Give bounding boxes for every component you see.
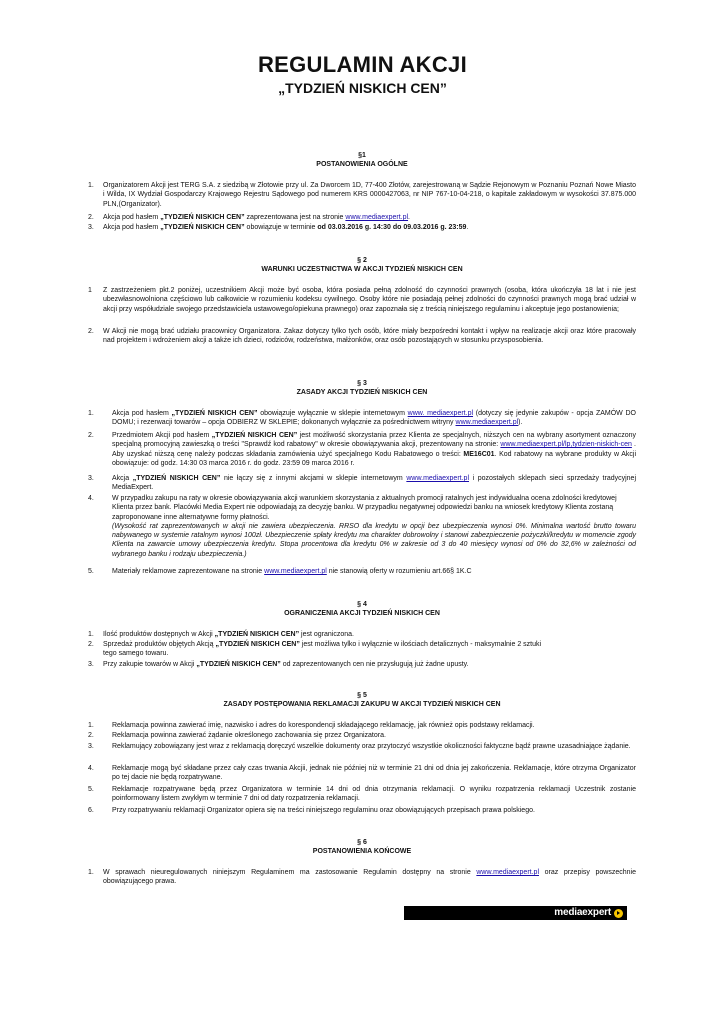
- section-number: § 4: [357, 601, 367, 608]
- item-text: jest ograniczona.: [299, 631, 354, 638]
- item-text: jest możliwa tylko i wyłącznie w ilościach detalicznych - maksymalnie 2 sztuki tego samego towaru.: [103, 641, 542, 658]
- mediaexpert-link[interactable]: www.mediaexpert.pl: [476, 869, 539, 876]
- item-number: 1: [88, 287, 92, 294]
- item-number: 1.: [88, 722, 94, 729]
- item-number: 1.: [88, 410, 94, 417]
- section-number: § 3: [357, 380, 367, 387]
- item-text: Reklamacja powinna zawierać imię, nazwisko i adres do korespondencji składającego reklamację, jak również opis podstawy reklamacji.: [112, 722, 535, 729]
- item-text: Przy zakupie towarów w Akcji: [103, 661, 197, 668]
- item-number: 2.: [88, 432, 94, 439]
- discount-code: ME16C01: [463, 450, 495, 458]
- list-item: [88, 431, 636, 468]
- logo-wordmark: mediaexpert: [554, 907, 611, 918]
- section-number: § 6: [357, 839, 367, 846]
- list-item: [88, 806, 636, 815]
- item-text: . Aby uzyskać niższą cenę należy podczas składania zamówienia użyć specjalnego Kodu Rabatowego o treści:: [112, 441, 636, 458]
- item-text: W sprawach nieuregulowanych niniejszym Regulaminem ma zastosowanie Regulamin dostępny na stronie: [103, 869, 477, 876]
- item-number: 3.: [88, 475, 94, 482]
- list-item: [88, 731, 636, 740]
- item-number: 1.: [88, 869, 94, 876]
- item-text: Reklamacje rozpatrywane będą przez Organizatora w terminie 14 dni od dnia otrzymania reklamacji. O wyniku rozpatrzenia reklamacji Uczestnik zostanie poinformowany listem zwykłym w terminie 7 dni od daty rozpatrzenia reklamacji.: [112, 786, 636, 803]
- item-text: i pozostałych sklepach sieci sprzedaży tradycyjnej MediaExpert.: [112, 475, 636, 492]
- item-text: Sprzedaż produktów objętych Akcją: [103, 641, 216, 648]
- section-number: § 5: [357, 692, 367, 699]
- list-item: [88, 409, 636, 428]
- item-text: W przypadku zakupu na raty w okresie obowiązywania akcji warunkiem skorzystania z aktualnych promocji ratalnych jest indywidualna ocena zdolności kredytowej Klienta przez bank. Placówki Media Expert nie odpowiadają za decyzję banku. W przypadku negatywnej odpowiedzi banku na wniosek kredytowy Klienta zostaną zaproponowane inne alternatywne formy płatności.: [112, 495, 617, 521]
- item-text-bold: „TYDZIEŃ NISKICH CEN”: [211, 432, 298, 439]
- section-heading: ZASADY AKCJI TYDZIEŃ NISKICH CEN: [296, 389, 428, 396]
- item-text: W Akcji nie mogą brać udziału pracownicy Organizatora. Zakaz dotyczy tylko tych osób, które miały bezpośredni kontakt i wpływ na realizacje akcji oraz które pracowały nad projektem i wdrożeniem akcji a także ich dzieci, rodziców, rodzeństwa, małżonków, oraz osób pozostających w stosunku przysposobienia.: [103, 328, 636, 345]
- list-item: [88, 764, 636, 783]
- item-text: . Kod rabatowy na wybrane produkty w Akcji obowiązuje: od godz. 14:30 03 marca 2016 r. do godz. 23:59 09 marca 2016 r.: [112, 450, 636, 467]
- section-number: § 2: [357, 257, 367, 264]
- item-text: oraz przepisy powszechnie obowiązującego prawa.: [103, 869, 636, 886]
- item-text: Akcja pod hasłem: [103, 224, 161, 231]
- mediaexpert-logo: [404, 906, 627, 920]
- item-text: Przy rozpatrywaniu reklamacji Organizator opiera się na treści niniejszego regulaminu oraz obowiązujących przepisach prawa polskiego.: [112, 807, 535, 814]
- item-text: Akcja pod hasłem: [112, 410, 172, 417]
- item-text: .: [408, 214, 410, 221]
- mediaexpert-link[interactable]: www.mediaexpert.pl: [455, 419, 519, 427]
- section-heading: POSTANOWIENIA OGÓLNE: [316, 161, 408, 168]
- section-2-header: [88, 256, 636, 274]
- list-item: [88, 213, 636, 222]
- play-arrow-icon: [614, 909, 623, 918]
- item-number: 1.: [88, 631, 94, 638]
- item-text: nie łączy się z innymi akcjami w sklepie internetowym: [220, 475, 407, 482]
- section-heading: POSTANOWIENIA KOŃCOWE: [312, 848, 412, 855]
- item-number: 6.: [88, 807, 94, 814]
- item-text: obowiązuje wyłącznie w sklepie internetowym: [257, 410, 408, 417]
- list-item: [88, 640, 553, 659]
- item-text-bold: „TYDZIEŃ NISKICH CEN”: [171, 410, 258, 417]
- item-text-italic: (Wysokość rat zaprezentowanych w akcji nie zawiera ubezpieczenia. RRSO dla kredytu w opcji bez ubezpieczenia wynosi 0%. Minimalna wartość brutto towaru nabywanego w systemie ratalnym wynosi 100zł. Ubezpieczenie spłaty kredytu ma charakter dobrowolny i stanowi zabezpieczenie pożyczki/kredytu w momencie zgody Klienta na zawarcie umowy ubezpieczenia kredytu. Stopa procentowa dla kredytu 0% w zakresie od 3 do 40 miesięcy wynosi od 0% do 32,6% w zależności od wybranego banku i rodzaju ubezpieczenia.): [112, 522, 636, 558]
- item-number: 3.: [88, 743, 94, 750]
- item-number: 4.: [88, 495, 94, 502]
- item-text: nie stanowią oferty w rozumieniu art.66§ 1K.C: [326, 568, 472, 575]
- section-heading: ZASADY POSTĘPOWANIA REKLAMACJI ZAKUPU W AKCJI TYDZIEŃ NISKICH CEN: [223, 701, 501, 708]
- item-number: 5.: [88, 568, 94, 575]
- list-item: [88, 474, 636, 493]
- item-number: 2.: [88, 328, 94, 335]
- mediaexpert-link[interactable]: www.mediaexpert.pl: [406, 475, 469, 482]
- list-item: [88, 785, 636, 804]
- item-text-bold: „TYDZIEŃ NISKICH CEN”: [215, 641, 300, 648]
- list-item: [88, 567, 636, 576]
- list-item: [88, 223, 636, 232]
- section-heading: OGRANICZENIA AKCJI TYDZIEŃ NISKICH CEN: [284, 610, 440, 617]
- item-number: 1.: [88, 182, 94, 189]
- mediaexpert-link[interactable]: www.mediaexpert.pl: [264, 568, 327, 575]
- section-4-header: [88, 600, 636, 618]
- item-text: Materiały reklamowe zaprezentowane na stronie: [112, 568, 265, 575]
- item-text-bold: „TYDZIEŃ NISKICH CEN”: [196, 661, 281, 668]
- item-text: Reklamacja powinna zawierać żądanie określonego zachowania się przez Organizatora.: [112, 732, 386, 739]
- section-1-header: [88, 151, 636, 169]
- item-text-bold: „TYDZIEŃ NISKICH CEN”: [132, 475, 221, 482]
- section-5-header: [88, 691, 636, 709]
- item-text: obowiązuje w terminie: [244, 224, 318, 231]
- item-number: 2.: [88, 214, 94, 221]
- list-item: [88, 868, 636, 887]
- section-6-header: [88, 838, 636, 856]
- document-subtitle: „TYDZIEŃ NISKICH CEN”: [278, 80, 447, 96]
- item-number: 3.: [88, 224, 94, 231]
- list-item: [88, 327, 636, 346]
- item-number: 2.: [88, 732, 94, 739]
- item-text-bold: „TYDZIEŃ NISKICH CEN”: [160, 214, 245, 221]
- list-item: [88, 721, 636, 730]
- item-text-bold: „TYDZIEŃ NISKICH CEN”: [214, 631, 300, 638]
- list-item: [88, 660, 636, 669]
- section-3-header: [88, 379, 636, 397]
- section-number: §1: [358, 152, 366, 159]
- mediaexpert-link[interactable]: www.mediaexpert.pl: [345, 214, 409, 221]
- list-item: [88, 181, 636, 209]
- item-text: zaprezentowana jest na stronie: [244, 214, 346, 221]
- item-number: 4.: [88, 765, 94, 772]
- item-text: jest możliwość skorzystania przez Klienta ze specjalnych, niższych cen na wybrany asortyment oznaczony specjalną promocyjną zawieszką o treści "Sprawdź kod rabatowy" w okresie obowiązywania akcji, prezentowany na stronie:: [112, 432, 636, 449]
- section-heading: WARUNKI UCZESTNICTWA W AKCJI TYDZIEŃ NISKICH CEN: [261, 266, 463, 273]
- item-text: ).: [518, 419, 523, 427]
- item-text: Organizatorem Akcji jest TERG S.A. z siedzibą w Złotowie przy ul. Za Dworcem 1D, 77-400 Złotów, zarejestrowaną w Sądzie Rejonowym w Poznaniu Poznań Nowe Miasto i Wilda, IX Wydział Gospodarczy Krajowego Rejestru Sądowego pod numerem KRS 0000427063, nr NIP 767-10-04-218, o kapitale zakładowym w wysokości 37.875.000 PLN,(Organizator).: [103, 182, 636, 208]
- landing-page-link[interactable]: www.mediaexpert.pl/lp,tydzien-niskich-cen: [500, 441, 632, 449]
- item-text: Reklamacje mogą być składane przez cały czas trwania Akcjii, jednak nie później niż w terminie 21 dni od dnia jej zakończenia. Reklamacje, które otrzyma Organizator po tej dacie nie będą rozpatrywane.: [112, 765, 636, 782]
- list-item: [88, 630, 636, 639]
- item-text: od zaprezentowanych cen nie przysługują już żadne upusty.: [280, 661, 469, 668]
- document-title: REGULAMIN AKCJI: [257, 52, 468, 77]
- item-text: Akcja pod hasłem: [103, 214, 161, 221]
- item-number: 3.: [88, 661, 94, 668]
- item-text: Akcja: [112, 475, 133, 482]
- list-item: [88, 494, 636, 559]
- mediaexpert-link[interactable]: www. mediaexpert.pl: [407, 410, 474, 417]
- list-item: [88, 742, 636, 751]
- item-number: 5.: [88, 786, 94, 793]
- item-text: Reklamujący zobowiązany jest wraz z reklamacją doręczyć wszelkie dokumenty oraz przytoczyć wszystkie okoliczności faktyczne bądź prawne uzasadniające żądanie.: [112, 743, 631, 750]
- list-item: [88, 286, 636, 314]
- item-text: Ilość produktów dostępnych w Akcji: [103, 631, 215, 638]
- item-number: 2.: [88, 641, 94, 648]
- item-text: .: [466, 224, 469, 231]
- item-text-bold: od 03.03.2016 g. 14:30 do 09.03.2016 g. 23:59: [317, 224, 467, 231]
- item-text: Z zastrzeżeniem pkt.2 poniżej, uczestnikiem Akcji może być osoba, która posiada pełną zdolność do czynności prawnych (osoba, która ukończyła 18 lat i nie jest ubezwłasnowolniona częściowo lub całkowicie w rozumieniu kodeksu cywilnego. Osoby które nie posiadają pełnej zdolności do czynności prawnych mogą brać udział w akcji przy współudziale swojego przedstawiciela ustawowego/opiekuna prawnego) oraz zapoznała się z treścią niniejszego regulaminu i akceptuje jego postanowienia;: [103, 287, 636, 313]
- item-text: (dotyczy się jedynie zakupów - opcja ZAMÓW DO DOMU; i rezerwacji towarów – opcja ODBIERZ W SKLEPIE; dokonanych wyłącznie za pośrednictwem witryny: [112, 410, 636, 427]
- item-text-bold: „TYDZIEŃ NISKICH CEN”: [160, 224, 245, 231]
- item-text: Przedmiotem Akcji pod hasłem: [112, 432, 212, 439]
